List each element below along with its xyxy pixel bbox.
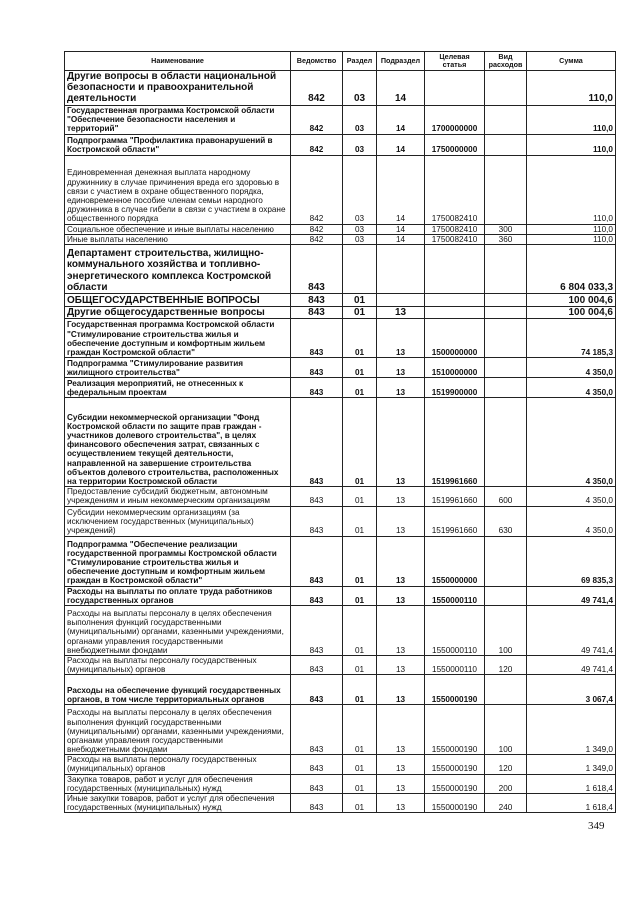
- cell-dept: 843: [291, 293, 343, 306]
- table-row: [65, 705, 616, 755]
- cell-subsection: 13: [377, 755, 425, 774]
- cell-subsection: 14: [377, 234, 425, 244]
- cell-sum: 1 618,4: [527, 774, 616, 793]
- table-row: [65, 586, 616, 605]
- cell-sum: 110,0: [527, 155, 616, 224]
- table-row: [65, 675, 616, 705]
- col-header-name: Наименование: [65, 52, 291, 71]
- cell-exp-type: 120: [485, 655, 527, 674]
- cell-section: 01: [343, 774, 377, 793]
- cell-name: Предоставление субсидий бюджетным, автономным учреждениям и иным некоммерческим организациям: [65, 487, 291, 506]
- table-row: [65, 655, 616, 674]
- cell-section: 03: [343, 71, 377, 106]
- cell-target: 1750082410: [425, 155, 485, 224]
- cell-subsection: 14: [377, 155, 425, 224]
- cell-exp-type: [485, 71, 527, 106]
- cell-target: 1550000110: [425, 605, 485, 655]
- cell-name: Субсидии некоммерческим организациям (за исключением государственных (муниципальных) учреждений): [65, 506, 291, 536]
- cell-dept: 843: [291, 506, 343, 536]
- cell-sum: 100 004,6: [527, 306, 616, 318]
- cell-dept: 843: [291, 536, 343, 586]
- cell-dept: 843: [291, 755, 343, 774]
- cell-name: Расходы на выплаты персоналу государственных (муниципальных) органов: [65, 755, 291, 774]
- cell-name: Расходы на выплаты персоналу в целях обеспечения выполнения функций государственными (муниципальными) органами, казенными учреждениями, органами управления государственными внебюджетными фондами: [65, 605, 291, 655]
- budget-table: [64, 51, 616, 813]
- cell-dept: 843: [291, 487, 343, 506]
- cell-subsection: 13: [377, 306, 425, 318]
- cell-exp-type: 240: [485, 794, 527, 813]
- cell-subsection: 13: [377, 358, 425, 378]
- cell-target: 1750082410: [425, 234, 485, 244]
- cell-exp-type: 360: [485, 234, 527, 244]
- table-row: [65, 293, 616, 306]
- cell-target: 1550000190: [425, 755, 485, 774]
- cell-section: 01: [343, 675, 377, 705]
- cell-dept: 843: [291, 586, 343, 605]
- cell-sum: 69 835,3: [527, 536, 616, 586]
- table-row: [65, 71, 616, 106]
- col-header-exp-type: Вид расходов: [485, 52, 527, 71]
- cell-name: Расходы на выплаты персоналу государственных (муниципальных) органов: [65, 655, 291, 674]
- table-row: [65, 506, 616, 536]
- cell-sum: 110,0: [527, 224, 616, 234]
- cell-sum: 4 350,0: [527, 506, 616, 536]
- cell-sum: 74 185,3: [527, 319, 616, 358]
- cell-name: Иные выплаты населению: [65, 234, 291, 244]
- cell-exp-type: [485, 306, 527, 318]
- cell-subsection: 13: [377, 655, 425, 674]
- cell-subsection: 13: [377, 536, 425, 586]
- cell-section: 03: [343, 134, 377, 155]
- cell-sum: 4 350,0: [527, 378, 616, 398]
- cell-sum: 1 349,0: [527, 755, 616, 774]
- cell-dept: 842: [291, 224, 343, 234]
- cell-target: 1550000190: [425, 794, 485, 813]
- cell-sum: 4 350,0: [527, 398, 616, 487]
- cell-name: Единовременная денежная выплата народному дружиннику в случае причинения вреда его здоровью в связи с участием в охране общественного порядка, единовременное пособие членам семьи народного дружинника в случае гибели в связи с участием в охране общественного порядка: [65, 155, 291, 224]
- cell-target: 1700000000: [425, 105, 485, 134]
- cell-name: Закупка товаров, работ и услуг для обеспечения государственных (муниципальных) нужд: [65, 774, 291, 793]
- cell-exp-type: [485, 319, 527, 358]
- table-row: [65, 105, 616, 134]
- col-header-section: Раздел: [343, 52, 377, 71]
- cell-section: 03: [343, 224, 377, 234]
- cell-target: 1519900000: [425, 378, 485, 398]
- cell-target: 1500000000: [425, 319, 485, 358]
- cell-sum: 110,0: [527, 71, 616, 106]
- cell-subsection: 13: [377, 378, 425, 398]
- cell-section: 01: [343, 705, 377, 755]
- page-number: 349: [588, 820, 605, 832]
- cell-dept: 842: [291, 155, 343, 224]
- cell-sum: 1 349,0: [527, 705, 616, 755]
- cell-target: [425, 71, 485, 106]
- cell-name: ОБЩЕГОСУДАРСТВЕННЫЕ ВОПРОСЫ: [65, 293, 291, 306]
- cell-subsection: 14: [377, 134, 425, 155]
- cell-name: Социальное обеспечение и иные выплаты населению: [65, 224, 291, 234]
- cell-name: Другие общегосударственные вопросы: [65, 306, 291, 318]
- cell-subsection: 13: [377, 487, 425, 506]
- cell-target: [425, 293, 485, 306]
- table-row: [65, 306, 616, 318]
- cell-target: [425, 244, 485, 293]
- cell-exp-type: [485, 155, 527, 224]
- cell-subsection: 13: [377, 774, 425, 793]
- cell-dept: 843: [291, 655, 343, 674]
- cell-name: Государственная программа Костромской области "Стимулирование строительства жилья и обеспечение доступным и комфортным жильем граждан Костромской области": [65, 319, 291, 358]
- cell-sum: 3 067,4: [527, 675, 616, 705]
- table-row: [65, 536, 616, 586]
- table-row: [65, 234, 616, 244]
- cell-exp-type: [485, 586, 527, 605]
- cell-subsection: 13: [377, 675, 425, 705]
- cell-target: 1519961660: [425, 398, 485, 487]
- cell-exp-type: [485, 134, 527, 155]
- cell-section: 01: [343, 536, 377, 586]
- cell-dept: 843: [291, 675, 343, 705]
- cell-subsection: [377, 293, 425, 306]
- table-row: [65, 134, 616, 155]
- cell-dept: 842: [291, 71, 343, 106]
- cell-section: 01: [343, 487, 377, 506]
- table-row: [65, 378, 616, 398]
- cell-name: Другие вопросы в области национальной безопасности и правоохранительной деятельности: [65, 71, 291, 106]
- cell-section: 03: [343, 155, 377, 224]
- cell-subsection: 13: [377, 605, 425, 655]
- cell-dept: 843: [291, 378, 343, 398]
- cell-exp-type: 300: [485, 224, 527, 234]
- table-row: [65, 224, 616, 234]
- cell-exp-type: [485, 536, 527, 586]
- cell-sum: 4 350,0: [527, 487, 616, 506]
- cell-section: 01: [343, 378, 377, 398]
- cell-exp-type: 100: [485, 605, 527, 655]
- col-header-target: Целевая статья: [425, 52, 485, 71]
- cell-section: 01: [343, 586, 377, 605]
- cell-name: Государственная программа Костромской области "Обеспечение безопасности населения и территорий": [65, 105, 291, 134]
- cell-target: 1519961660: [425, 487, 485, 506]
- cell-section: 01: [343, 794, 377, 813]
- cell-sum: 110,0: [527, 234, 616, 244]
- cell-subsection: 13: [377, 586, 425, 605]
- cell-dept: 842: [291, 134, 343, 155]
- cell-name: Расходы на выплаты персоналу в целях обеспечения выполнения функций государственными (муниципальными) органами, казенными учреждениями, органами управления государственными внебюджетными фондами: [65, 705, 291, 755]
- cell-target: 1550000110: [425, 586, 485, 605]
- cell-dept: 843: [291, 398, 343, 487]
- cell-target: 1550000190: [425, 705, 485, 755]
- cell-subsection: 13: [377, 506, 425, 536]
- table-body: [65, 71, 616, 813]
- table-row: [65, 244, 616, 293]
- cell-sum: 1 618,4: [527, 794, 616, 813]
- cell-name: Иные закупки товаров, работ и услуг для обеспечения государственных (муниципальных) нужд: [65, 794, 291, 813]
- cell-section: 01: [343, 358, 377, 378]
- cell-target: [425, 306, 485, 318]
- cell-sum: 4 350,0: [527, 358, 616, 378]
- cell-dept: 843: [291, 306, 343, 318]
- cell-section: 03: [343, 105, 377, 134]
- cell-subsection: 13: [377, 794, 425, 813]
- table-row: [65, 155, 616, 224]
- table-row: [65, 794, 616, 813]
- cell-dept: 842: [291, 105, 343, 134]
- cell-subsection: 14: [377, 105, 425, 134]
- cell-subsection: 14: [377, 224, 425, 234]
- cell-subsection: 14: [377, 71, 425, 106]
- cell-sum: 6 804 033,3: [527, 244, 616, 293]
- cell-target: 1750082410: [425, 224, 485, 234]
- cell-exp-type: 100: [485, 705, 527, 755]
- table-row: [65, 319, 616, 358]
- table-row: [65, 398, 616, 487]
- cell-name: Подпрограмма "Обеспечение реализации государственной программы Костромской области "Стимулирование строительства жилья и обеспечение доступным и комфортным жильем граждан в Костромской области": [65, 536, 291, 586]
- cell-target: 1550000190: [425, 675, 485, 705]
- cell-exp-type: [485, 358, 527, 378]
- cell-target: 1510000000: [425, 358, 485, 378]
- cell-section: 01: [343, 655, 377, 674]
- cell-exp-type: 200: [485, 774, 527, 793]
- table-row: [65, 605, 616, 655]
- cell-name: Субсидии некоммерческой организации "Фонд Костромской области по защите прав граждан - участников долевого строительства", в целях финансового обеспечения затрат, связанных с осуществлением текущей деятельности, направленной на завершение строительства объектов долевого строительства, расположенных на территории Костромской области: [65, 398, 291, 487]
- cell-name: Подпрограмма "Профилактика правонарушений в Костромской области": [65, 134, 291, 155]
- cell-section: 03: [343, 234, 377, 244]
- cell-name: Подпрограмма "Стимулирование развития жилищного строительства": [65, 358, 291, 378]
- cell-sum: 100 004,6: [527, 293, 616, 306]
- cell-target: 1550000110: [425, 655, 485, 674]
- table-row: [65, 755, 616, 774]
- table-row: [65, 487, 616, 506]
- cell-target: 1550000000: [425, 536, 485, 586]
- cell-dept: 842: [291, 234, 343, 244]
- cell-dept: 843: [291, 774, 343, 793]
- cell-name: Расходы на обеспечение функций государственных органов, в том числе территориальных органов: [65, 675, 291, 705]
- cell-subsection: 13: [377, 319, 425, 358]
- cell-sum: 49 741,4: [527, 586, 616, 605]
- cell-exp-type: [485, 398, 527, 487]
- table-row: [65, 774, 616, 793]
- cell-section: 01: [343, 605, 377, 655]
- cell-exp-type: [485, 378, 527, 398]
- cell-dept: 843: [291, 319, 343, 358]
- cell-target: 1550000190: [425, 774, 485, 793]
- cell-sum: 110,0: [527, 134, 616, 155]
- cell-section: 01: [343, 293, 377, 306]
- cell-section: [343, 244, 377, 293]
- cell-section: 01: [343, 319, 377, 358]
- cell-target: 1750000000: [425, 134, 485, 155]
- col-header-dept: Ведомство: [291, 52, 343, 71]
- cell-section: 01: [343, 755, 377, 774]
- cell-exp-type: 630: [485, 506, 527, 536]
- cell-name: Реализация мероприятий, не отнесенных к федеральным проектам: [65, 378, 291, 398]
- cell-exp-type: [485, 244, 527, 293]
- cell-dept: 843: [291, 358, 343, 378]
- cell-section: 01: [343, 306, 377, 318]
- col-header-subsection: Подраздел: [377, 52, 425, 71]
- cell-name: Департамент строительства, жилищно-коммунального хозяйства и топливно-энергетического комплекса Костромской области: [65, 244, 291, 293]
- cell-sum: 110,0: [527, 105, 616, 134]
- cell-dept: 843: [291, 244, 343, 293]
- cell-subsection: 13: [377, 705, 425, 755]
- cell-sum: 49 741,4: [527, 655, 616, 674]
- cell-section: 01: [343, 506, 377, 536]
- cell-sum: 49 741,4: [527, 605, 616, 655]
- cell-section: 01: [343, 398, 377, 487]
- cell-subsection: 13: [377, 398, 425, 487]
- cell-dept: 843: [291, 605, 343, 655]
- cell-exp-type: 120: [485, 755, 527, 774]
- cell-name: Расходы на выплаты по оплате труда работников государственных органов: [65, 586, 291, 605]
- table-row: [65, 358, 616, 378]
- cell-exp-type: [485, 105, 527, 134]
- cell-exp-type: [485, 293, 527, 306]
- cell-exp-type: [485, 675, 527, 705]
- cell-dept: 843: [291, 705, 343, 755]
- cell-exp-type: 600: [485, 487, 527, 506]
- table-header-row: [65, 52, 616, 71]
- cell-subsection: [377, 244, 425, 293]
- cell-target: 1519961660: [425, 506, 485, 536]
- col-header-sum: Сумма: [527, 52, 616, 71]
- cell-dept: 843: [291, 794, 343, 813]
